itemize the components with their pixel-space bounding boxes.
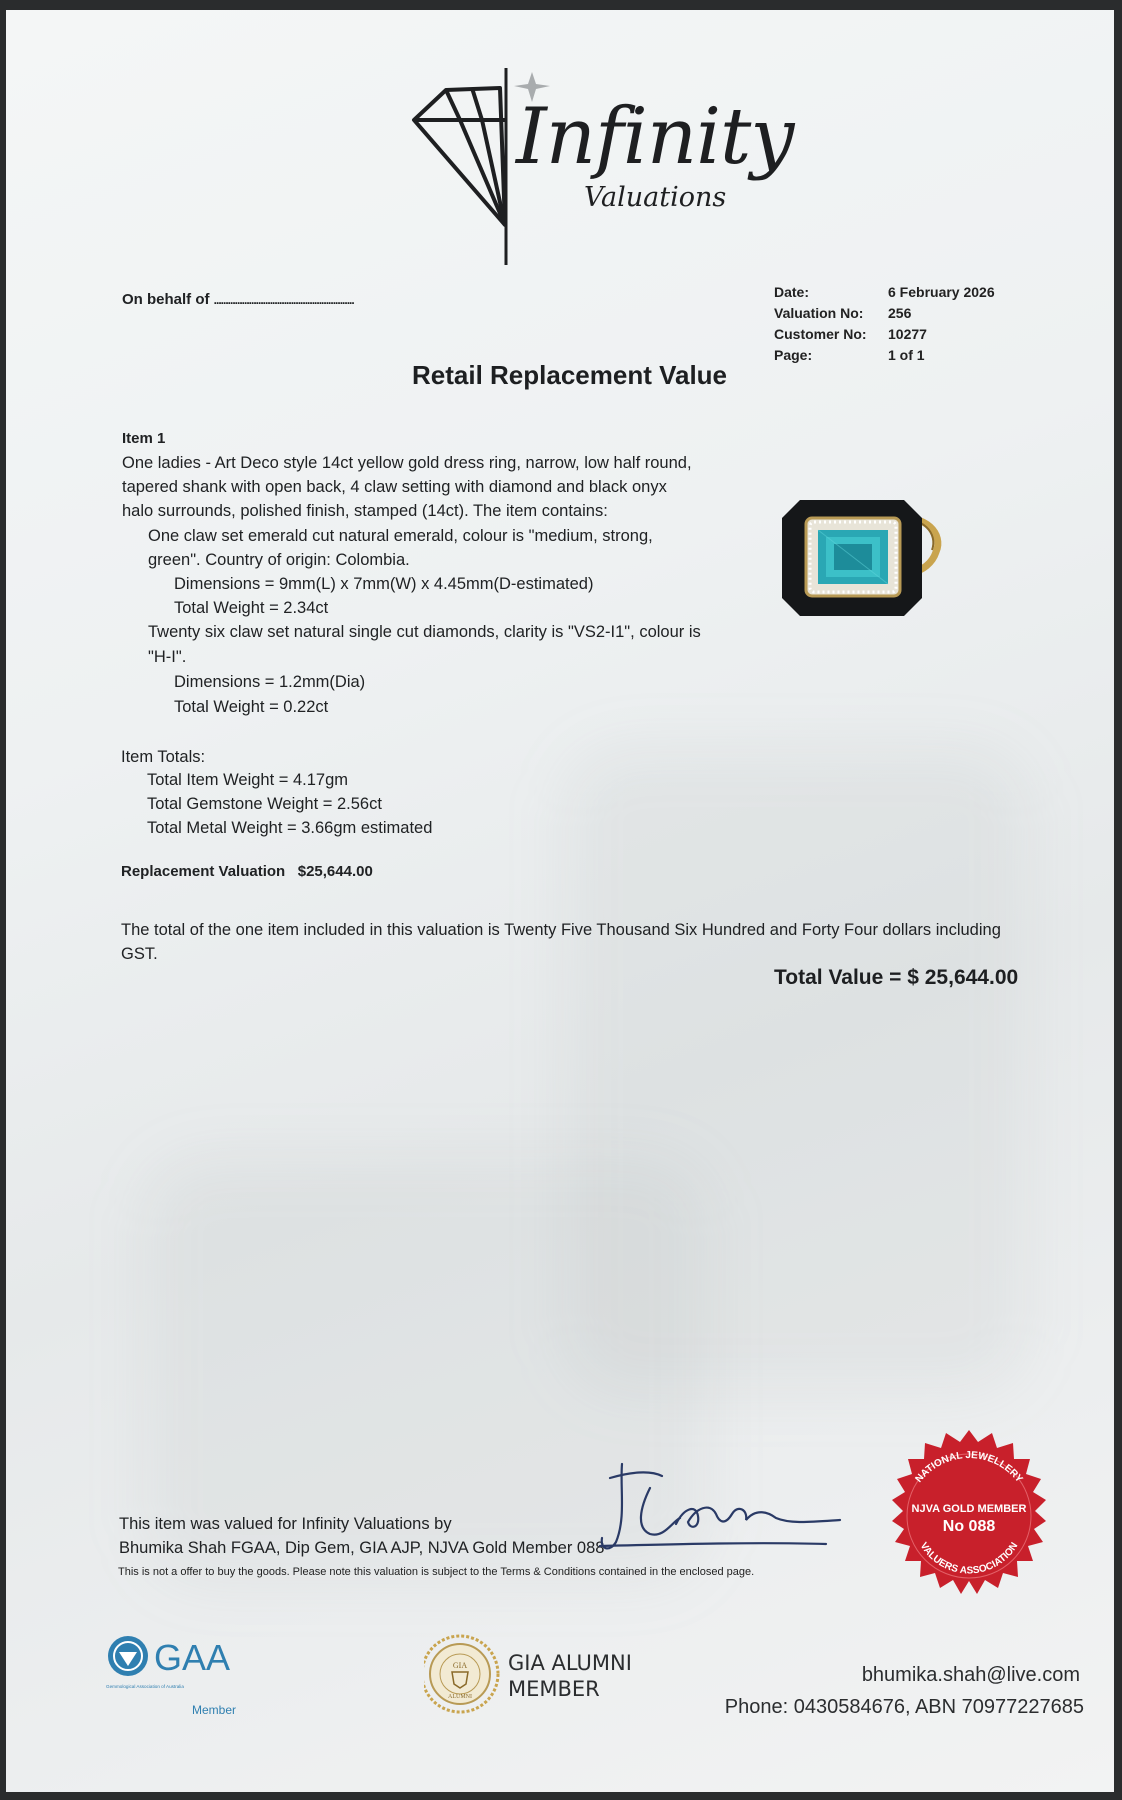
contact-email[interactable]: bhumika.shah@live.com xyxy=(861,1664,1080,1686)
ring-photo xyxy=(776,494,946,624)
meta-page-value: 1 of 1 xyxy=(888,347,925,363)
seal-bottom-text: VALUERS ASSOCIATION xyxy=(917,1540,1021,1577)
gia-line2: MEMBER xyxy=(508,1677,600,1701)
on-behalf-of xyxy=(122,288,354,312)
item-totals-heading: Item Totals: xyxy=(121,748,206,766)
diamond-dimensions: Dimensions = 1.2mm(Dia) xyxy=(174,673,366,691)
gaa-member: Member xyxy=(192,1703,237,1717)
on-behalf-dots: ............................................................ xyxy=(213,293,354,307)
gaa-logo xyxy=(106,1630,246,1720)
gia-emblem-text: GIA xyxy=(452,1661,468,1670)
valuer-line: Bhumika Shah FGAA, Dip Gem, GIA AJP, NJVA Gold Member 088 xyxy=(119,1539,605,1557)
meta-date-value: 6 February 2026 xyxy=(888,284,995,300)
on-behalf-label: On behalf of xyxy=(122,291,210,308)
emerald-dimensions: Dimensions = 9mm(L) x 7mm(W) x 4.45mm(D-estimated) xyxy=(174,575,594,593)
document-title: Retail Replacement Value xyxy=(412,360,728,390)
item-desc-line: tapered shank with open back, 4 claw setting with diamond and black onyx xyxy=(122,478,667,496)
summary-line: The total of the one item included in this valuation is Twenty Five Thousand Six Hundred and Forty Four dollars including xyxy=(121,921,1001,939)
meta-page-key: Page: xyxy=(774,347,813,363)
meta-date-key: Date: xyxy=(774,284,810,300)
meta-valuation-value: 256 xyxy=(888,305,912,321)
emerald-desc-line: One claw set emerald cut natural emerald, colour is "medium, strong, xyxy=(148,527,653,545)
diamond-desc-line: "H-I". xyxy=(148,648,187,666)
brand-subtitle: Valuations xyxy=(584,182,727,213)
item-desc-line: halo surrounds, polished finish, stamped (14ct). The item contains: xyxy=(122,502,608,520)
meta-customer-value: 10277 xyxy=(888,326,927,342)
total-value: Total Value = $ 25,644.00 xyxy=(774,966,1019,989)
gaa-name: GAA xyxy=(154,1637,231,1678)
emerald-desc-line: green". Country of origin: Colombia. xyxy=(148,551,410,569)
diamond-weight: Total Weight = 0.22ct xyxy=(174,698,329,716)
diamond-desc-line: Twenty six claw set natural single cut diamonds, clarity is "VS2-I1", colour is xyxy=(148,623,701,641)
valuer-line: This item was valued for Infinity Valuations by xyxy=(119,1515,452,1533)
gaa-full-name: Gemmological Association of Australia xyxy=(106,1684,184,1689)
gia-alumni-logo xyxy=(424,1628,634,1718)
gia-line1: GIA ALUMNI xyxy=(508,1651,632,1675)
replacement-valuation xyxy=(121,860,373,884)
replacement-label: Replacement Valuation xyxy=(121,863,286,880)
brand-name: Infinity xyxy=(516,92,794,182)
emerald-weight: Total Weight = 2.34ct xyxy=(174,599,329,617)
total-item-weight: Total Item Weight = 4.17gm xyxy=(147,771,349,789)
meta-valuation-key: Valuation No: xyxy=(774,305,864,321)
total-metal-weight: Total Metal Weight = 3.66gm estimated xyxy=(147,819,433,837)
meta-customer-key: Customer No: xyxy=(774,326,867,342)
njva-seal xyxy=(878,1428,1060,1610)
replacement-value: $25,644.00 xyxy=(297,863,373,880)
seal-line1: NJVA GOLD MEMBER xyxy=(911,1503,1027,1515)
total-gemstone-weight: Total Gemstone Weight = 2.56ct xyxy=(147,795,382,813)
seal-line2: No 088 xyxy=(942,1518,996,1535)
item-heading: Item 1 xyxy=(122,430,166,447)
seal-top-text: NATIONAL JEWELLERY xyxy=(913,1449,1025,1485)
gia-emblem-sub: ALUMNI xyxy=(448,1694,472,1700)
signature xyxy=(580,1458,860,1558)
item-desc-line: One ladies - Art Deco style 14ct yellow gold dress ring, narrow, low half round, xyxy=(122,454,692,472)
disclaimer: This is not a offer to buy the goods. Please note this valuation is subject to the Terms & Conditions contained in the enclosed page. xyxy=(118,1566,755,1578)
contact-phone: Phone: 0430584676, ABN 70977227685 xyxy=(724,1696,1084,1718)
summary-line: GST. xyxy=(121,945,158,963)
